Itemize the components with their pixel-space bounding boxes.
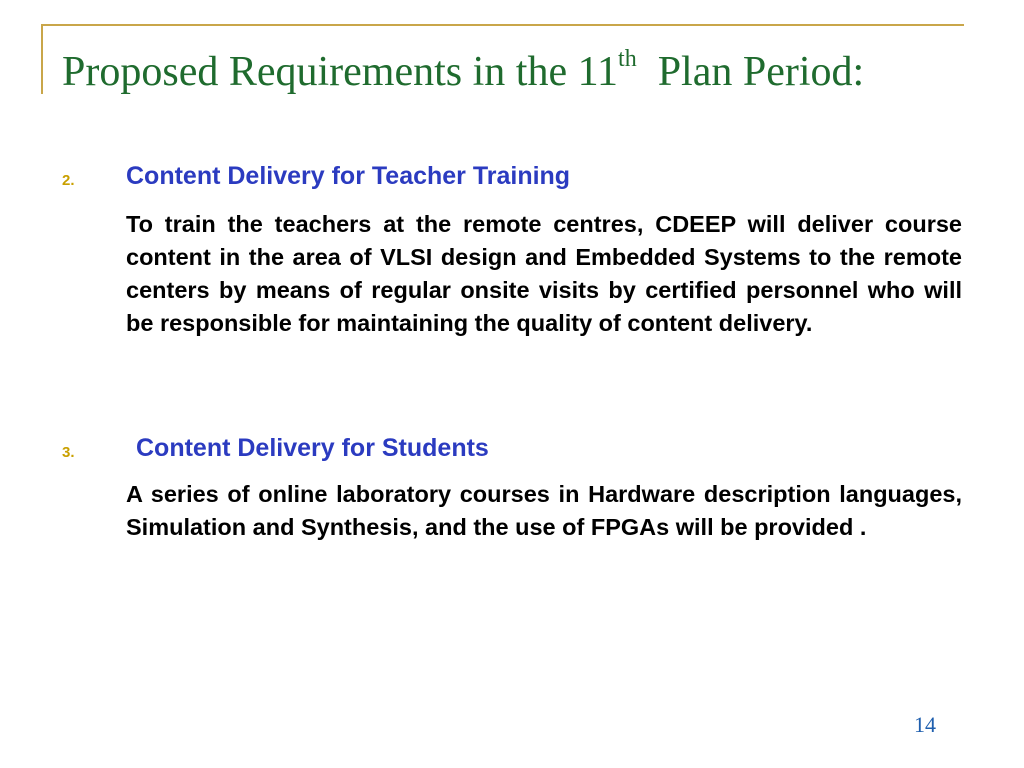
title-superscript: th: [618, 46, 637, 72]
item-number: 2.: [62, 172, 75, 189]
item-number: 3.: [62, 444, 75, 461]
slide-title: [62, 44, 962, 101]
frame-left-rule: [41, 24, 43, 94]
item-body: A series of online laboratory courses in Hardware description languages, Simulation and Synthesis, and the use of FPGAs will be provided .: [126, 481, 962, 540]
title-main: Proposed Requirements in the 11: [62, 49, 619, 95]
item-body: To train the teachers at the remote centres, CDEEP will deliver course content in the area of VLSI design and Embedded Systems to the remote centers by means of regular onsite visits by certified personnel who will be responsible for maintaining the quality of content delivery.: [126, 211, 962, 336]
item-heading: Content Delivery for Students: [136, 434, 489, 462]
page-number: 14: [914, 712, 936, 737]
frame-top-rule: [41, 24, 964, 26]
title-rest: Plan Period:: [657, 49, 865, 95]
item-heading: Content Delivery for Teacher Training: [126, 162, 571, 190]
